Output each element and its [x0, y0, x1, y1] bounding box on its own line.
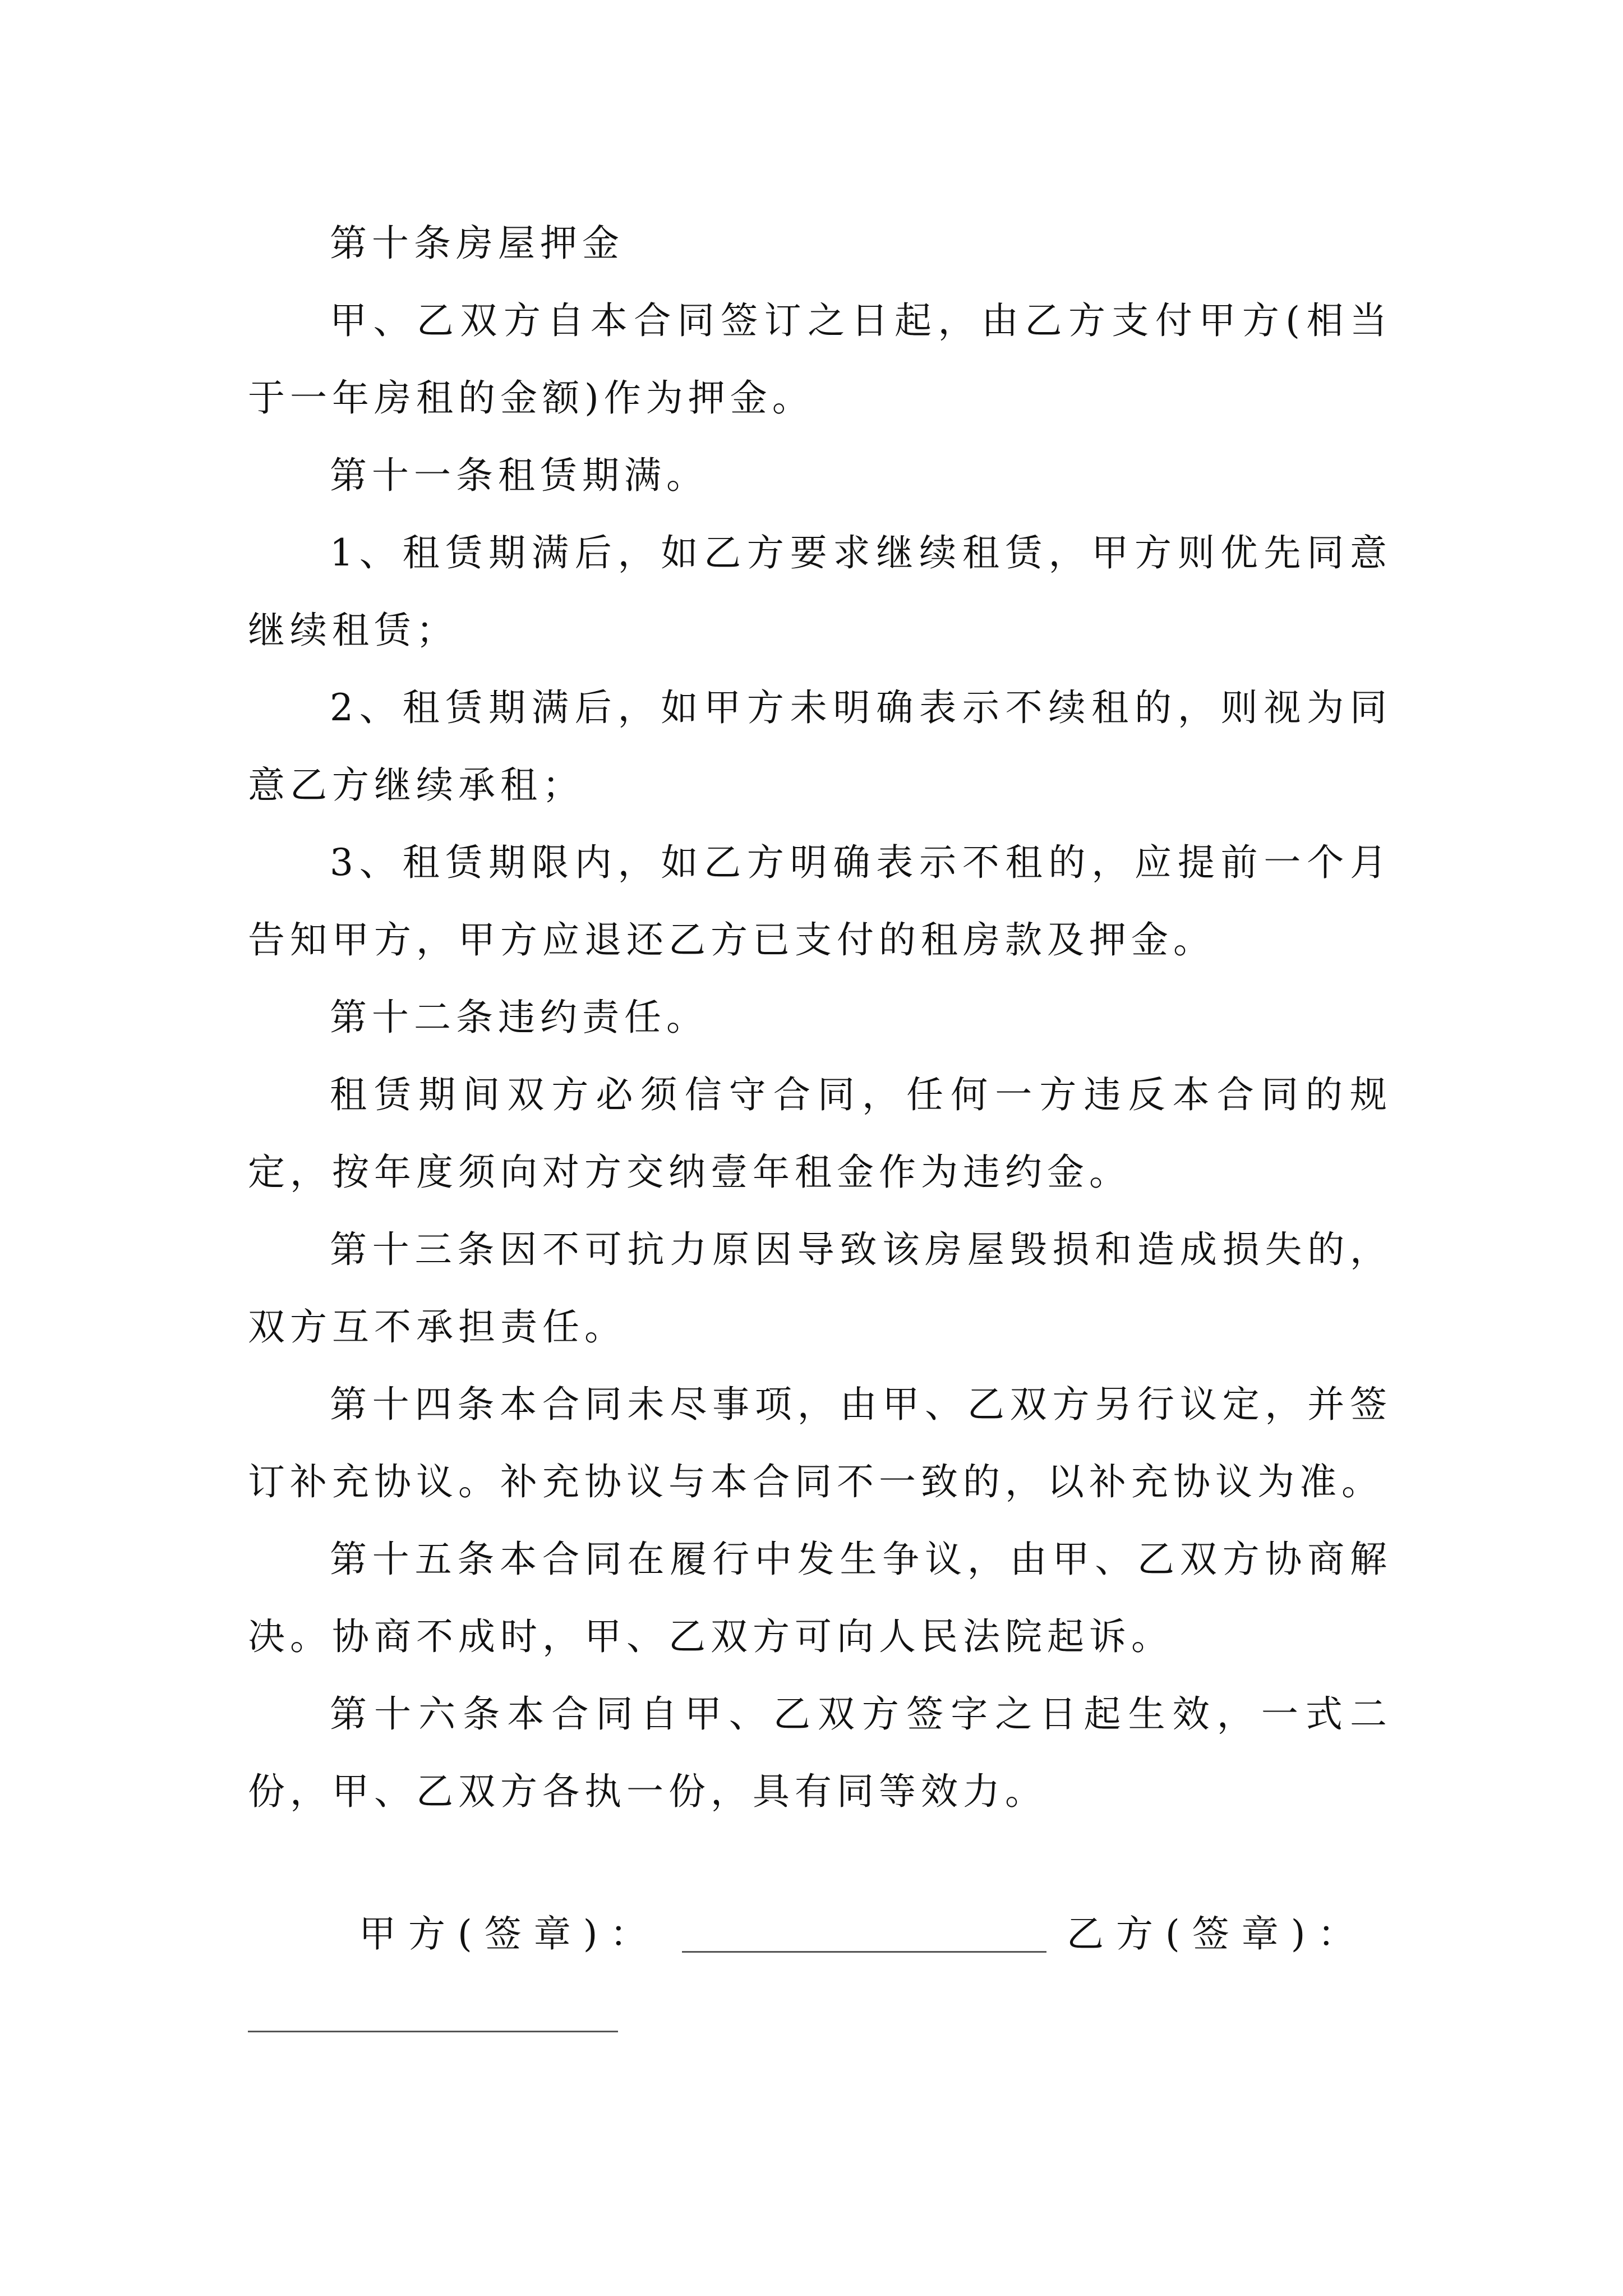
paragraph-article-14: 第十四条本合同未尽事项，由甲、乙双方另行议定，并签订补充协议。补充协议与本合同不一致的，以补充协议为准。: [248, 1383, 1392, 1503]
paragraph-breach: 租赁期间双方必须信守合同，任何一方违反本合同的规定，按年度须向对方交纳壹年租金作为违约金。: [248, 1073, 1392, 1194]
paragraph-article-13: 第十三条因不可抗力原因导致该房屋毁损和造成损失的，双方互不承担责任。: [248, 1228, 1392, 1349]
paragraph-article-10-title: 第十条房屋押金: [330, 222, 624, 265]
party-b-signature-label: 乙方(签章)：: [1067, 1912, 1367, 1955]
party-a-signature-label: 甲方(签章)：: [359, 1912, 660, 1955]
party-a-signature-line: [682, 1951, 1046, 1953]
party-b-signature-line: [248, 2031, 618, 2032]
paragraph-article-11-title: 第十一条租赁期满。: [330, 454, 708, 497]
paragraph-deposit: 甲、乙双方自本合同签订之日起，由乙方支付甲方(相当于一年房租的金额)作为押金。: [248, 299, 1392, 420]
paragraph-lease-item-2: 2、租赁期满后，如甲方未明确表示不续租的，则视为同意乙方继续承租；: [248, 686, 1392, 807]
paragraph-article-15: 第十五条本合同在履行中发生争议，由甲、乙双方协商解决。协商不成时，甲、乙双方可向人民法院起诉。: [248, 1538, 1392, 1658]
signature-row: [359, 1901, 1385, 1968]
paragraph-article-16: 第十六条本合同自甲、乙双方签字之日起生效，一式二份，甲、乙双方各执一份，具有同等效力。: [248, 1692, 1392, 1813]
document-body: [248, 205, 1392, 1830]
paragraph-lease-item-1: 1、租赁期满后，如乙方要求继续租赁，甲方则优先同意继续租赁；: [248, 531, 1392, 652]
paragraph-article-12-title: 第十二条违约责任。: [330, 996, 708, 1039]
paragraph-lease-item-3: 3、租赁期限内，如乙方明确表示不租的，应提前一个月告知甲方，甲方应退还乙方已支付的租房款及押金。: [248, 841, 1392, 961]
